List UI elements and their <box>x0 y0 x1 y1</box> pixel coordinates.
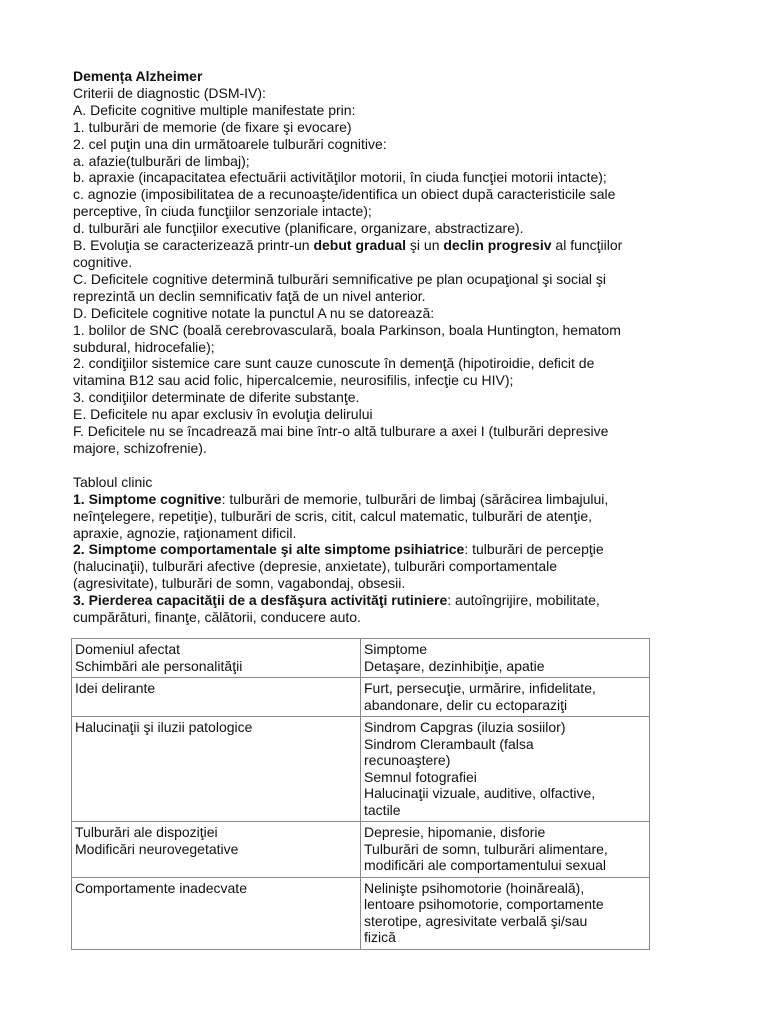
table-row <box>72 877 650 949</box>
text-line: c. agnozie (imposibilitatea de a recunoaşte/identifica un obiect după caracteristicile sale <box>73 186 616 203</box>
table-cell: Halucinaţii şi iluzii patologice <box>72 717 361 822</box>
table-cell: Idei delirante <box>72 678 361 717</box>
table-row <box>72 822 650 878</box>
text-line: Criterii de diagnostic (DSM-IV): <box>73 84 266 101</box>
criterion-b-line: B. Evoluţia se caracterizează printr-un debut gradual şi un declin progresiv al funcţiilor <box>73 237 623 254</box>
symptom-cognitive: 1. Simptome cognitive: tulburări de memorie, tulburări de limbaj (sărăcirea limbajului, <box>73 490 609 507</box>
text-line: d. tulburări ale funcţiilor executive (planificare, organizare, abstractizare). <box>73 220 524 237</box>
text-line: C. Deficitele cognitive determină tulburări semnificative pe plan ocupaţional şi social şi <box>73 270 607 287</box>
symptom-functional: 3. Pierderea capacităţii de a desfăşura activităţi rutiniere: autoîngrijire, mobilitate, <box>73 592 600 609</box>
document-title: Demența Alzheimer <box>73 68 203 84</box>
text-line: cognitive. <box>73 253 133 270</box>
document-body <box>73 68 673 626</box>
clinic-block <box>73 474 673 626</box>
text-line: A. Deficite cognitive multiple manifestate prin: <box>73 101 356 118</box>
table-cell: Sindrom Capgras (iluzia sosiilor) Sindrom Clerambault (falsa recunoaştere) Semnul fotografiei Halucinaţii vizuale, auditive, olfactive, tactile <box>361 717 650 822</box>
criteria-block <box>73 85 673 457</box>
text-line: 2. condiţiilor sistemice care sunt cauze cunoscute în demenţă (hipotiroidie, deficit de <box>73 355 595 372</box>
table-cell: Tulburări ale dispoziţiei Modificări neurovegetative <box>72 822 361 878</box>
text-line: 3. condiţiilor determinate de diferite substanţe. <box>73 389 360 406</box>
text-line: apraxie, agnozie, raţionament dificil. <box>73 524 297 541</box>
text-line: a. afazie(tulburări de limbaj); <box>73 152 250 169</box>
text-line: reprezintă un declin semnificativ faţă de un nivel anterior. <box>73 287 426 304</box>
spacer <box>73 457 673 474</box>
table-cell: Nelinişte psihomotorie (hoinăreală), lentoare psihomotorie, comportamente sterotipe, agresivitate verbală şi/sau fizică <box>361 877 650 949</box>
section-heading: Tabloul clinic <box>73 473 153 490</box>
text-line: 2. cel puţin una din următoarele tulburări cognitive: <box>73 135 387 152</box>
table-cell: Comportamente inadecvate <box>72 877 361 949</box>
text-line: vitamina B12 sau acid folic, hipercalcemie, neurosifilis, infecţie cu HIV); <box>73 372 514 389</box>
text-line: (halucinaţii), tulburări afective (depresie, anxietate), tulburări comportamentale <box>73 558 558 575</box>
text-line: majore, schizofrenie). <box>73 439 207 456</box>
text-line: perceptive, în ciuda funcţiilor senzoriale intacte); <box>73 203 372 220</box>
table-cell: Furt, persecuţie, urmărire, infidelitate, abandonare, delir cu ectoparaziţi <box>361 678 650 717</box>
text-line: 1. tulburări de memorie (de fixare şi evocare) <box>73 118 352 135</box>
text-line: E. Deficitele nu apar exclusiv în evoluţia delirului <box>73 406 373 423</box>
table-row <box>72 678 650 717</box>
text-line: b. apraxie (incapacitatea efectuării activităţilor motorii, în ciuda funcţiei motorii intacte); <box>73 169 607 186</box>
text-line: 1. bolilor de SNC (boală cerebrovasculară, boala Parkinson, boala Huntington, hematom <box>73 321 621 338</box>
text-line: cumpărături, finanţe, călătorii, conducere auto. <box>73 609 361 626</box>
table-cell: Simptome Detaşare, dezinhibiţie, apatie <box>361 639 650 678</box>
text-line: D. Deficitele cognitive notate la punctul A nu se datorează: <box>73 304 435 321</box>
symptoms-table <box>71 638 650 950</box>
text-line: neînţelegere, repetiţie), tulburări de scris, citit, calcul matematic, tulburări de atenţie, <box>73 507 593 524</box>
text-line: subdural, hidrocefalie); <box>73 338 215 355</box>
table-cell: Depresie, hipomanie, disforie Tulburări de somn, tulburări alimentare, modificări ale comportamentului sexual <box>361 822 650 878</box>
table-row <box>72 639 650 678</box>
table-row <box>72 717 650 822</box>
text-line: F. Deficitele nu se încadrează mai bine într-o altă tulburare a axei I (tulburări depresive <box>73 423 609 440</box>
table-cell: Domeniul afectat Schimbări ale personalităţii <box>72 639 361 678</box>
symptom-behavioral: 2. Simptome comportamentale şi alte simptome psihiatrice: tulburări de percepţie <box>73 541 604 558</box>
text-line: (agresivitate), tulburări de somn, vagabondaj, obsesii. <box>73 575 406 592</box>
